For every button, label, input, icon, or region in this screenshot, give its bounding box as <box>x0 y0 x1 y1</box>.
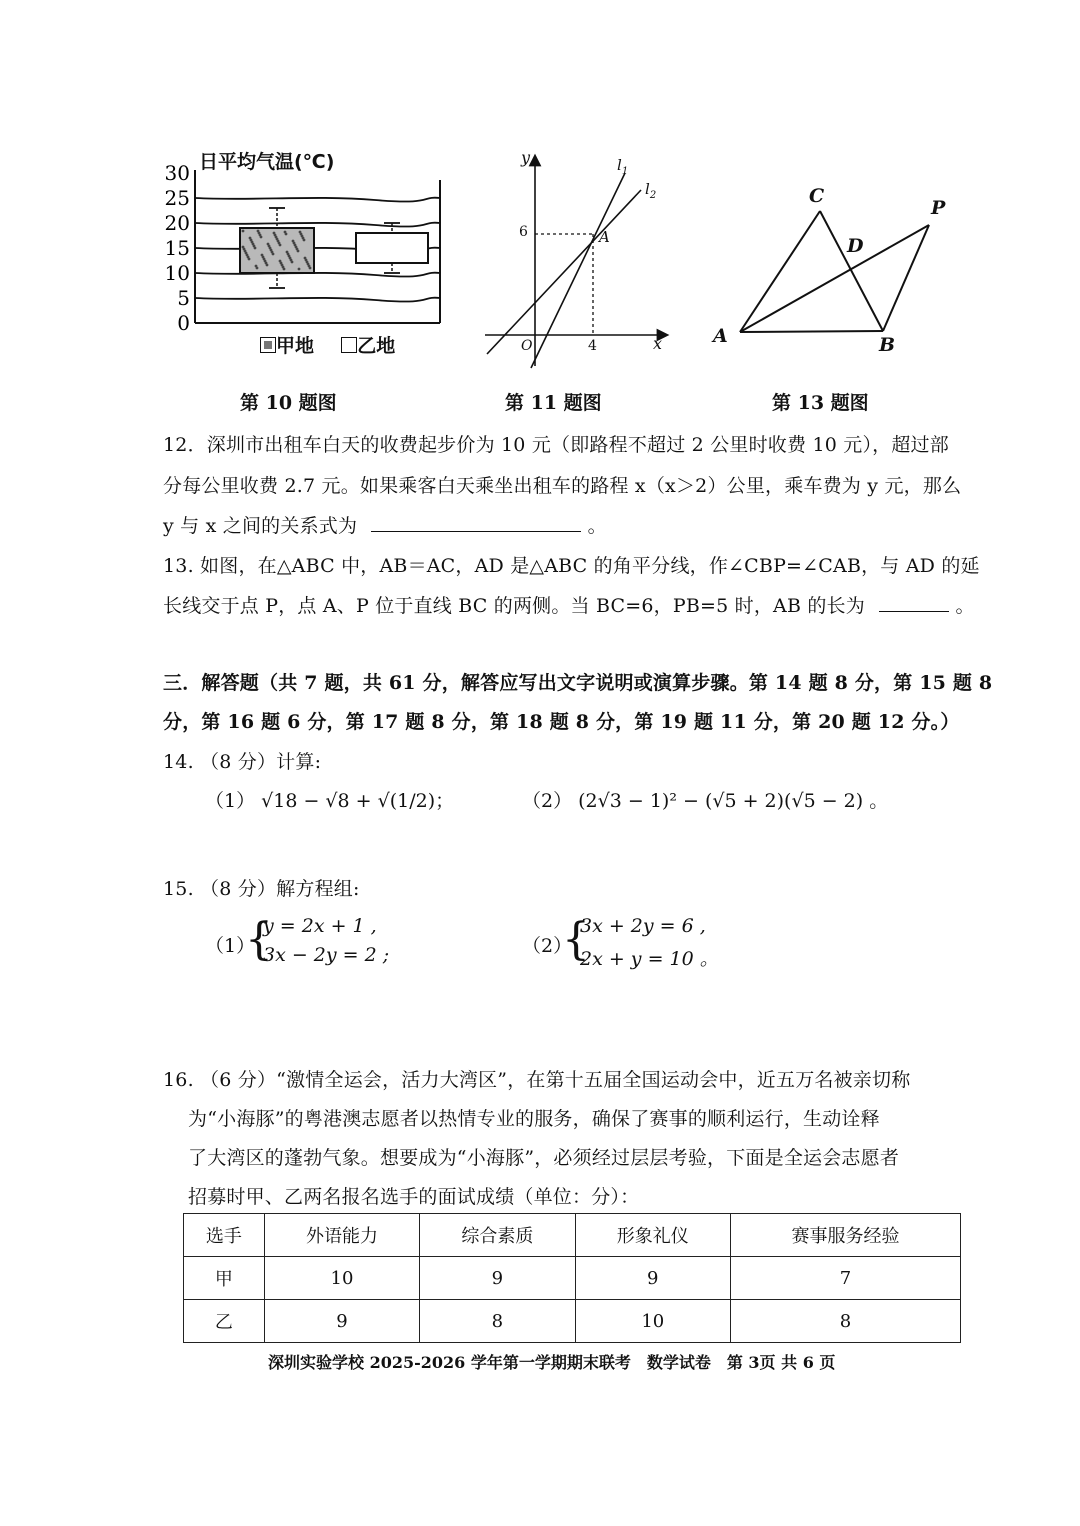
q12-line1: 12．深圳市出租车白天的收费起步价为 10 元（即路程不超过 2 公里时收费 10 元），超过部 <box>163 434 949 456</box>
table-header-cell: 形象礼仪 <box>575 1214 730 1257</box>
fig13-seg-BP <box>883 225 929 331</box>
box-body <box>240 228 314 273</box>
speckle <box>261 254 264 257</box>
fig11-label-x: x <box>653 334 663 353</box>
speckle <box>249 237 252 240</box>
fig10-ylabel: 日平均气温(℃) <box>199 151 335 173</box>
table-header-row <box>184 1214 961 1257</box>
q15-part1 <box>205 913 465 973</box>
q14-part1-label: （1） <box>205 790 256 812</box>
table-header-cell: 赛事服务经验 <box>730 1214 960 1257</box>
figure-10 <box>165 145 455 385</box>
speckle <box>255 265 258 268</box>
fig13-seg-CB <box>820 211 883 331</box>
q16-line1: 16. （6 分）“激情全运会，活力大湾区”，在第十五届全国运动会中，近五万名被亲切称 <box>163 1069 911 1091</box>
figure-13-diagram <box>705 185 965 360</box>
q12-line2: 分每公里收费 2.7 元。如果乘客白天乘坐出租车的路程 x（x＞2）公里，乘车费为 y 元，那么 <box>163 475 962 497</box>
q13-line2-end: 。 <box>955 595 975 617</box>
q15-part1-label: （1） <box>205 935 256 957</box>
gridline <box>195 198 440 202</box>
y-tick-label: 10 <box>165 261 190 285</box>
q16-line3: 了大湾区的蓬勃气象。想要成为“小海豚”，必须经过层层考验，下面是全运会志愿者 <box>188 1147 900 1169</box>
speckle <box>267 243 270 246</box>
q14-part2-label: （2） <box>522 790 573 812</box>
fig10-caption: 第 10 题图 <box>240 392 337 414</box>
fig10-legend <box>260 331 395 358</box>
fig11-label-A: A <box>599 228 610 246</box>
q12-line3-text: y 与 x 之间的关系式为 <box>163 515 358 537</box>
gridline <box>195 273 440 277</box>
table-cell: 9 <box>575 1257 730 1300</box>
fig11-label-l2: $l_2$ <box>645 180 657 201</box>
legend-jia-label: 甲地 <box>276 335 315 357</box>
legend-yi-swatch <box>341 337 357 353</box>
y-tick-label: 20 <box>165 211 190 235</box>
speckle <box>292 240 295 243</box>
fig13-label-P: P <box>931 197 946 219</box>
fig11-label-6: 6 <box>519 224 528 240</box>
q15-part1-eq1: y = 2x + 1 , <box>263 915 377 937</box>
speckle <box>279 260 282 263</box>
legend-yi-label: 乙地 <box>357 335 396 357</box>
speckle <box>286 251 289 254</box>
q15-title: 15. （8 分）解方程组: <box>163 878 360 900</box>
table-cell: 10 <box>575 1300 730 1343</box>
table-cell: 9 <box>420 1257 575 1300</box>
q15-part2-eq1: 3x + 2y = 6 , <box>580 915 706 937</box>
speckle <box>242 230 245 233</box>
y-tick-label: 30 <box>165 161 190 185</box>
q14-part2 <box>522 786 888 813</box>
table-cell: 甲 <box>184 1257 265 1300</box>
q15-part1-brace: { <box>245 914 273 965</box>
speckle <box>242 246 245 249</box>
fig11-line-l1 <box>531 173 625 368</box>
q15-part2-eq2: 2x + y = 10 。 <box>580 948 719 970</box>
q12-line3 <box>163 511 607 538</box>
q13-answer-blank[interactable] <box>879 610 949 612</box>
box-yi <box>356 223 428 273</box>
fig13-label-B: B <box>879 334 896 356</box>
q15-part2 <box>522 913 782 973</box>
q16-line4: 招募时甲、乙两名报名选手的面试成绩（单位：分）： <box>188 1186 640 1208</box>
table-cell: 乙 <box>184 1300 265 1343</box>
table-cell: 8 <box>420 1300 575 1343</box>
fig13-label-C: C <box>809 185 825 207</box>
q14-part2-expr: (2√3 − 1)² − (√5 + 2)(√5 − 2) 。 <box>578 790 889 812</box>
fig11-label-origin: O <box>521 338 533 354</box>
fig11-line-l2 <box>487 190 641 354</box>
table-header-cell: 选手 <box>184 1214 265 1257</box>
gridline <box>195 223 440 227</box>
q15-part2-brace: { <box>562 914 590 965</box>
q12-line3-end: 。 <box>587 515 607 537</box>
table-cell: 9 <box>264 1300 419 1343</box>
fig11-label-4: 4 <box>588 338 597 354</box>
section3-line1: 三．解答题（共 7 题，共 61 分，解答应写出文字说明或演算步骤。第 14 题 8 分，第 15 题 8 <box>163 672 993 694</box>
q16-line2: 为“小海豚”的粤港澳志愿者以热情专业的服务，确保了赛事的顺利运行，生动诠释 <box>188 1108 880 1130</box>
fig13-label-A: A <box>713 325 728 347</box>
fig13-seg-AP <box>740 225 929 332</box>
fig13-caption: 第 13 题图 <box>772 392 869 414</box>
q15-part1-eq2: 3x − 2y = 2 ; <box>263 944 390 966</box>
q14-title: 14. （8 分）计算: <box>163 751 322 773</box>
table-cell: 10 <box>264 1257 419 1300</box>
speckle <box>304 257 307 260</box>
speckle <box>298 268 301 271</box>
fig13-seg-AC <box>740 211 820 332</box>
table-cell: 8 <box>730 1300 960 1343</box>
speckle <box>257 230 260 233</box>
y-tick-label: 0 <box>177 311 190 335</box>
section3-line2: 分，第 16 题 6 分，第 17 题 8 分，第 18 题 8 分，第 19 题 11 分，第 20 题 12 分。） <box>163 711 960 733</box>
q13-line1: 13. 如图，在△ABC 中，AB＝AC，AD 是△ABC 的角平分线，作∠CBP=∠CAB，与 AD 的延 <box>163 555 980 577</box>
q13-line2-text: 长线交于点 P，点 A、P 位于直线 BC 的两侧。当 BC=6，PB=5 时，AB 的长为 <box>163 595 865 617</box>
table-header-cell: 外语能力 <box>264 1214 419 1257</box>
fig11-label-y: y <box>521 148 531 167</box>
speckle <box>273 232 276 235</box>
y-tick-label: 5 <box>177 286 190 310</box>
page-footer: 深圳实验学校 2025-2026 学年第一学期期末联考 数学试卷 第 3页 共 6 页 <box>268 1353 836 1372</box>
q14-part1 <box>205 786 454 813</box>
legend-jia-swatch <box>260 337 276 353</box>
figure-13 <box>705 185 965 360</box>
q15-part2-label: （2） <box>522 935 573 957</box>
q14-part1-expr: √18 − √8 + √(1/2)； <box>261 790 455 812</box>
speckle <box>299 231 302 234</box>
q13-line2 <box>163 591 975 618</box>
fig13-seg-AB <box>740 331 883 332</box>
figure-11 <box>475 148 675 373</box>
box-jia <box>240 208 314 288</box>
table-row <box>184 1257 961 1300</box>
fig11-caption: 第 11 题图 <box>505 392 602 414</box>
fig13-label-D: D <box>847 235 864 257</box>
score-table <box>183 1213 961 1343</box>
y-tick-label: 25 <box>165 186 190 210</box>
table-cell: 7 <box>730 1257 960 1300</box>
table-header-cell: 综合素质 <box>420 1214 575 1257</box>
speckle <box>284 231 287 234</box>
box-body <box>356 233 428 263</box>
table-row <box>184 1300 961 1343</box>
q12-answer-blank[interactable] <box>371 530 581 532</box>
fig11-label-l1: $l_1$ <box>617 156 629 177</box>
gridline <box>195 298 440 302</box>
y-tick-label: 15 <box>165 236 190 260</box>
